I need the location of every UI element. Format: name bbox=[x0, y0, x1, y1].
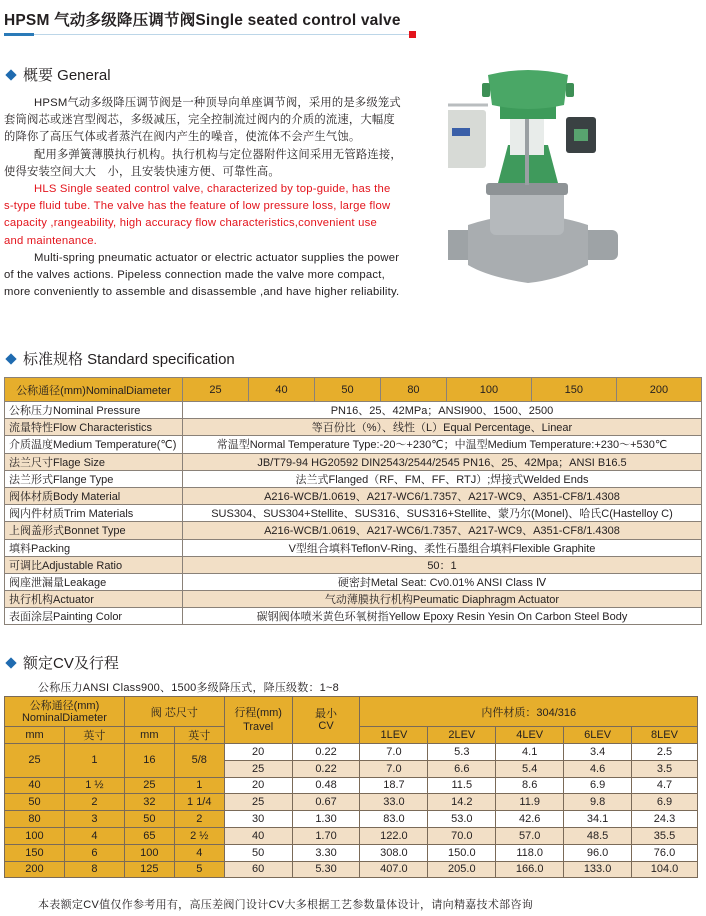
en-paragraph bbox=[4, 250, 406, 267]
spec-value: 硬密封Metal Seat: Cv0.01% ANSI Class Ⅳ bbox=[183, 573, 702, 590]
travel-cell: 20 bbox=[224, 777, 292, 794]
level-cv-cell: 407.0 bbox=[360, 861, 428, 878]
text-line: capacity ,rangeability, high accuracy flow characteristics,convenient use bbox=[4, 217, 377, 230]
cn-paragraph-1 bbox=[4, 95, 406, 112]
spec-label: 阀座泄漏量Leakage bbox=[5, 573, 183, 590]
level-cv-cell: 11.9 bbox=[496, 794, 564, 811]
spec-value: 等百份比（%）、线性（L）Equal Percentage、Linear bbox=[183, 419, 702, 436]
level-cv-cell: 9.8 bbox=[564, 794, 632, 811]
spec-row bbox=[5, 591, 702, 608]
mm-header: mm bbox=[124, 727, 174, 744]
text-line: 使得安装空间大大 小，且安装快速方便、可靠性高。 bbox=[4, 165, 280, 178]
spec-label: 阀内件材质Trim Materials bbox=[5, 505, 183, 522]
travel-cell: 60 bbox=[224, 861, 292, 878]
diamond-bullet-icon bbox=[5, 657, 16, 668]
positioner bbox=[448, 110, 486, 168]
travel-cell: 40 bbox=[224, 827, 292, 844]
level-cv-cell: 14.2 bbox=[428, 794, 496, 811]
level-header: 6LEV bbox=[564, 727, 632, 744]
level-cv-cell: 7.0 bbox=[360, 760, 428, 777]
text-line: 配用多弹簧薄膜执行机构。执行机构与定位器附件这间采用无管路连接， bbox=[34, 148, 402, 161]
en-red-paragraph bbox=[4, 181, 406, 198]
level-cv-cell: 53.0 bbox=[428, 811, 496, 828]
text-line: 的降你了高压气体或者蒸汽在阀内产生的噪音，使流体不会产生气蚀。 bbox=[4, 131, 361, 144]
diameter-cell: 25 bbox=[183, 378, 249, 402]
spec-value: V型组合填料TeflonV-Ring、柔性石墨组合填料Flexible Graphite bbox=[183, 539, 702, 556]
cv-header-row bbox=[5, 697, 698, 727]
min-cv-cell: 0.22 bbox=[292, 760, 360, 777]
cn-paragraph-1-cont bbox=[4, 112, 406, 129]
travel-cell: 25 bbox=[224, 794, 292, 811]
header-text: 最小 bbox=[315, 708, 338, 720]
travel-header bbox=[224, 697, 292, 744]
actuator-bolt bbox=[566, 83, 574, 97]
min-cv-cell: 0.48 bbox=[292, 777, 360, 794]
spec-value: JB/T79-94 HG20592 DIN2543/2544/2545 PN16、25、42Mpa；ANSI B16.5 bbox=[183, 453, 702, 470]
general-description bbox=[4, 95, 406, 301]
cv-footnote: 本表额定CV值仅作参考用有，高压差阀门设计CV大多根据工艺参数量体设计，请向精嘉技术部咨询 bbox=[38, 899, 534, 911]
en-red-paragraph-cont bbox=[4, 215, 406, 232]
plug-inch-cell: 1 1/4 bbox=[174, 794, 224, 811]
cv-row bbox=[5, 811, 698, 828]
level-cv-cell: 166.0 bbox=[496, 861, 564, 878]
level-cv-cell: 33.0 bbox=[360, 794, 428, 811]
spec-row bbox=[5, 539, 702, 556]
level-cv-cell: 83.0 bbox=[360, 811, 428, 828]
plug-inch-cell: 5 bbox=[174, 861, 224, 878]
spec-row bbox=[5, 453, 702, 470]
level-header: 8LEV bbox=[632, 727, 698, 744]
level-cv-cell: 5.3 bbox=[428, 744, 496, 761]
nominal-mm-cell: 80 bbox=[5, 811, 65, 828]
spec-row bbox=[5, 573, 702, 590]
general-heading-text: 概要 General bbox=[23, 67, 111, 84]
plug-mm-cell: 32 bbox=[124, 794, 174, 811]
plug-mm-cell: 25 bbox=[124, 777, 174, 794]
text-line: Multi-spring pneumatic actuator or electric actuator supplies the power bbox=[34, 251, 400, 264]
spec-row bbox=[5, 419, 702, 436]
spec-header-label: 公称通径(mm)NominalDiameter bbox=[5, 378, 183, 402]
en-paragraph-cont bbox=[4, 267, 406, 284]
spec-label: 表面涂层Painting Color bbox=[5, 608, 183, 625]
min-cv-header bbox=[292, 697, 360, 744]
spec-row bbox=[5, 556, 702, 573]
valve-stem bbox=[525, 110, 529, 185]
level-header: 4LEV bbox=[496, 727, 564, 744]
cn-paragraph-2-cont bbox=[4, 164, 406, 181]
title-accent-bar bbox=[4, 33, 34, 36]
en-red-paragraph-cont bbox=[4, 198, 406, 215]
diamond-bullet-icon bbox=[5, 353, 16, 364]
spec-value: 法兰式Flanged（RF、FM、FF、RTJ）;焊接式Welded Ends bbox=[183, 470, 702, 487]
en-red-paragraph-cont bbox=[4, 233, 406, 250]
spec-label: 填料Packing bbox=[5, 539, 183, 556]
level-cv-cell: 3.5 bbox=[632, 760, 698, 777]
min-cv-cell: 5.30 bbox=[292, 861, 360, 878]
spec-label: 法兰尺寸Flage Size bbox=[5, 453, 183, 470]
travel-cell: 30 bbox=[224, 811, 292, 828]
nominal-inch-cell: 6 bbox=[64, 844, 124, 861]
spec-label: 可调比Adjustable Ratio bbox=[5, 556, 183, 573]
level-cv-cell: 6.9 bbox=[632, 794, 698, 811]
spec-label: 流量特性Flow Characteristics bbox=[5, 419, 183, 436]
spec-value: PN16、25、42MPa；ANSI900、1500、2500 bbox=[183, 402, 702, 419]
text-line: HLS Single seated control valve, characterized by top-guide, has the bbox=[34, 183, 391, 196]
spec-value: 气动薄膜执行机构Peumatic Diaphragm Actuator bbox=[183, 591, 702, 608]
level-cv-cell: 104.0 bbox=[632, 861, 698, 878]
nominal-inch-cell: 1 ½ bbox=[64, 777, 124, 794]
level-cv-cell: 122.0 bbox=[360, 827, 428, 844]
nominal-mm-cell: 150 bbox=[5, 844, 65, 861]
text-line: s-type fluid tube. The valve has the feature of low pressure loss, large flow bbox=[4, 200, 391, 213]
nominal-mm-cell: 200 bbox=[5, 861, 65, 878]
level-cv-cell: 24.3 bbox=[632, 811, 698, 828]
limit-switch-window bbox=[574, 129, 588, 141]
nominal-mm-cell: 50 bbox=[5, 794, 65, 811]
standard-spec-table bbox=[4, 377, 702, 625]
spec-header-row bbox=[5, 378, 702, 402]
spec-value: A216-WCB/1.0619、A217-WC6/1.7357、A217-WC9、A351-CF8/1.4308 bbox=[183, 487, 702, 504]
header-text: Travel bbox=[243, 721, 274, 733]
min-cv-cell: 1.70 bbox=[292, 827, 360, 844]
header-text: NominalDiameter bbox=[21, 711, 107, 724]
text-line: HPSM气动多级降压调节阀是一种顶导向单座调节阀，采用的是多级笼式 bbox=[34, 97, 401, 109]
cv-row bbox=[5, 794, 698, 811]
header-text: 公称通径(mm) bbox=[29, 699, 100, 712]
spec-label: 公称压力Nominal Pressure bbox=[5, 402, 183, 419]
text-line: of the valves actions. Pipeless connection made the valve more compact, bbox=[4, 269, 385, 282]
spec-row bbox=[5, 436, 702, 453]
plug-mm-cell: 50 bbox=[124, 811, 174, 828]
min-cv-cell: 0.22 bbox=[292, 744, 360, 761]
cv-row bbox=[5, 827, 698, 844]
spec-label: 执行机构Actuator bbox=[5, 591, 183, 608]
trim-material-header: 内件材质：304/316 bbox=[360, 697, 698, 727]
spec-heading-text: 标准规格 Standard specification bbox=[23, 351, 235, 368]
cv-row bbox=[5, 777, 698, 794]
nominal-mm-cell: 25 bbox=[5, 744, 65, 778]
mm-header: mm bbox=[5, 727, 65, 744]
nominal-inch-cell: 2 bbox=[64, 794, 124, 811]
plug-inch-cell: 2 ½ bbox=[174, 827, 224, 844]
spec-row bbox=[5, 402, 702, 419]
actuator-bolt bbox=[482, 83, 490, 97]
nominal-inch-cell: 1 bbox=[64, 744, 124, 778]
min-cv-cell: 0.67 bbox=[292, 794, 360, 811]
level-cv-cell: 3.4 bbox=[564, 744, 632, 761]
level-header: 2LEV bbox=[428, 727, 496, 744]
level-cv-cell: 48.5 bbox=[564, 827, 632, 844]
cv-row bbox=[5, 744, 698, 761]
text-line: 套筒阀芯或迷宫型阀芯，多级减压，完全控制流过阀内的介质的流速，大幅度 bbox=[4, 114, 395, 127]
level-cv-cell: 205.0 bbox=[428, 861, 496, 878]
travel-cell: 25 bbox=[224, 760, 292, 777]
plug-inch-cell: 1 bbox=[174, 777, 224, 794]
diameter-cell: 100 bbox=[446, 378, 531, 402]
inch-header: 英寸 bbox=[174, 727, 224, 744]
positioner-label bbox=[452, 128, 470, 136]
level-cv-cell: 70.0 bbox=[428, 827, 496, 844]
diameter-cell: 50 bbox=[314, 378, 380, 402]
spec-label: 法兰形式Flange Type bbox=[5, 470, 183, 487]
plug-mm-cell: 65 bbox=[124, 827, 174, 844]
nominal-inch-cell: 3 bbox=[64, 811, 124, 828]
min-cv-cell: 3.30 bbox=[292, 844, 360, 861]
level-cv-cell: 42.6 bbox=[496, 811, 564, 828]
level-cv-cell: 6.9 bbox=[564, 777, 632, 794]
valve-product-image bbox=[448, 65, 668, 315]
text-line: and maintenance. bbox=[4, 234, 98, 247]
level-cv-cell: 35.5 bbox=[632, 827, 698, 844]
plug-mm-cell: 100 bbox=[124, 844, 174, 861]
spec-label: 上阀盖形式Bonnet Type bbox=[5, 522, 183, 539]
diameter-cell: 40 bbox=[248, 378, 314, 402]
nominal-inch-cell: 8 bbox=[64, 861, 124, 878]
cv-row bbox=[5, 844, 698, 861]
nominal-inch-cell: 4 bbox=[64, 827, 124, 844]
plug-inch-cell: 5/8 bbox=[174, 744, 224, 778]
level-cv-cell: 8.6 bbox=[496, 777, 564, 794]
text-line: more conveniently to assemble and disassemble ,and have higher reliability. bbox=[4, 286, 400, 299]
level-cv-cell: 96.0 bbox=[564, 844, 632, 861]
diameter-cell: 80 bbox=[380, 378, 446, 402]
diamond-bullet-icon bbox=[5, 69, 16, 80]
spec-label: 介质温度Medium Temperature(℃) bbox=[5, 436, 183, 453]
plug-inch-cell: 2 bbox=[174, 811, 224, 828]
level-cv-cell: 133.0 bbox=[564, 861, 632, 878]
level-cv-cell: 76.0 bbox=[632, 844, 698, 861]
spec-heading bbox=[4, 348, 235, 369]
level-cv-cell: 5.4 bbox=[496, 760, 564, 777]
spec-value: 50：1 bbox=[183, 556, 702, 573]
spec-row bbox=[5, 505, 702, 522]
cn-paragraph-1-cont bbox=[4, 129, 406, 146]
cv-heading bbox=[4, 652, 119, 673]
level-cv-cell: 150.0 bbox=[428, 844, 496, 861]
inch-header: 英寸 bbox=[64, 727, 124, 744]
level-cv-cell: 11.5 bbox=[428, 777, 496, 794]
nominal-mm-cell: 40 bbox=[5, 777, 65, 794]
level-cv-cell: 4.6 bbox=[564, 760, 632, 777]
cv-row bbox=[5, 861, 698, 878]
nominal-mm-cell: 100 bbox=[5, 827, 65, 844]
spec-row bbox=[5, 608, 702, 625]
level-header: 1LEV bbox=[360, 727, 428, 744]
cv-heading-text: 额定CV及行程 bbox=[23, 655, 119, 672]
rated-cv-table bbox=[4, 696, 698, 878]
diameter-cell: 150 bbox=[531, 378, 616, 402]
level-cv-cell: 6.6 bbox=[428, 760, 496, 777]
spec-row bbox=[5, 522, 702, 539]
plug-size-header: 阀 芯尺寸 bbox=[124, 697, 224, 727]
level-cv-cell: 4.1 bbox=[496, 744, 564, 761]
diameter-cell: 200 bbox=[616, 378, 701, 402]
header-text: 行程(mm) bbox=[234, 707, 282, 719]
level-cv-cell: 18.7 bbox=[360, 777, 428, 794]
actuator-diaphragm-case bbox=[488, 70, 568, 109]
level-cv-cell: 57.0 bbox=[496, 827, 564, 844]
spec-value: SUS304、SUS304+Stellite、SUS316、SUS316+Stellite、蒙乃尔(Monel)、哈氏C(Hastelloy C) bbox=[183, 505, 702, 522]
general-heading bbox=[4, 64, 111, 85]
level-cv-cell: 118.0 bbox=[496, 844, 564, 861]
spec-row bbox=[5, 487, 702, 504]
level-cv-cell: 7.0 bbox=[360, 744, 428, 761]
level-cv-cell: 34.1 bbox=[564, 811, 632, 828]
spec-row bbox=[5, 470, 702, 487]
title-end-marker bbox=[409, 31, 416, 38]
en-paragraph-cont bbox=[4, 284, 406, 301]
level-cv-cell: 308.0 bbox=[360, 844, 428, 861]
level-cv-cell: 4.7 bbox=[632, 777, 698, 794]
title-divider bbox=[4, 34, 412, 35]
spec-value: 碳钢阀体喷米黄色环氧树指Yellow Epoxy Resin Yesin On Carbon Steel Body bbox=[183, 608, 702, 625]
plug-inch-cell: 4 bbox=[174, 844, 224, 861]
cv-subtitle: 公称压力ANSI Class900、1500多级降压式，降压级数：1~8 bbox=[38, 682, 339, 694]
plug-mm-cell: 125 bbox=[124, 861, 174, 878]
spec-value: 常温型Normal Temperature Type:-20～+230℃；中温型Medium Temperature:+230～+530℃ bbox=[183, 436, 702, 453]
plug-mm-cell: 16 bbox=[124, 744, 174, 778]
page-title: HPSM 气动多级降压调节阀Single seated control valve bbox=[4, 12, 401, 29]
nominal-diameter-header bbox=[5, 697, 125, 727]
spec-value: A216-WCB/1.0619、A217-WC6/1.7357、A217-WC9、A351-CF8/1.4308 bbox=[183, 522, 702, 539]
travel-cell: 50 bbox=[224, 844, 292, 861]
travel-cell: 20 bbox=[224, 744, 292, 761]
header-text: CV bbox=[318, 720, 334, 732]
cn-paragraph-2 bbox=[4, 147, 406, 164]
spec-label: 阀体材质Body Material bbox=[5, 487, 183, 504]
level-cv-cell: 2.5 bbox=[632, 744, 698, 761]
cv-table-body bbox=[5, 744, 698, 878]
min-cv-cell: 1.30 bbox=[292, 811, 360, 828]
